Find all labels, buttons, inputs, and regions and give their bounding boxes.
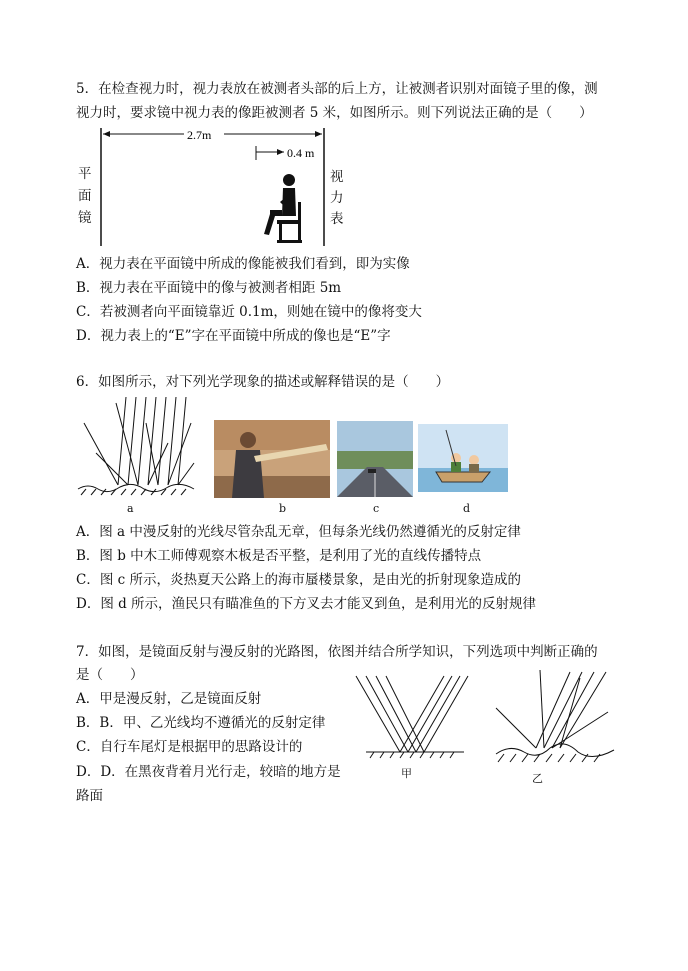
q6-stem: 6．如图所示，对下列光学现象的描述或解释错误的是（ ） bbox=[76, 374, 450, 390]
q6-option-d: D．图 d 所示，渔民只有瞄准鱼的下方叉去才能叉到鱼，是利用光的反射规律 bbox=[76, 596, 537, 612]
q6-figure-d bbox=[418, 424, 508, 492]
q7-option-d-cont: 路面 bbox=[76, 788, 103, 804]
q5-option-b: B．视力表在平面镜中的像与被测者相距 5m bbox=[76, 280, 342, 296]
q6-label-c: c bbox=[373, 502, 380, 515]
q6-option-c: C．图 c 所示，炎热夏天公路上的海市蜃楼景象，是由光的折射现象造成的 bbox=[76, 572, 521, 588]
q5-option-a: A．视力表在平面镜中所成的像能被我们看到，即为实像 bbox=[76, 256, 410, 272]
q7-figure-jia bbox=[352, 672, 478, 762]
q7-option-a: A．甲是漫反射，乙是镜面反射 bbox=[76, 691, 262, 707]
q7-label-jia: 甲 bbox=[401, 767, 412, 780]
mirror-label-2: 面 bbox=[78, 188, 92, 204]
q7-figure-yi bbox=[490, 668, 620, 766]
q7-option-c: C．自行车尾灯是根据甲的思路设计的 bbox=[76, 739, 303, 755]
q7-option-b: B．B．甲、乙光线均不遵循光的反射定律 bbox=[76, 715, 326, 731]
chart-label-2: 力 bbox=[330, 190, 344, 206]
q6-option-a: A．图 a 中漫反射的光线尽管杂乱无章，但每条光线仍然遵循光的反射定律 bbox=[76, 524, 521, 540]
chart-label-1: 视 bbox=[330, 169, 344, 185]
chart-label-3: 表 bbox=[330, 211, 344, 227]
q5-stem-line2: 视力时，要求镜中视力表的像距被测者 5 米，如图所示。则下列说法正确的是（ ） bbox=[76, 105, 593, 121]
q7-stem-line2: 是（ ） bbox=[76, 667, 144, 683]
q6-label-d: d bbox=[463, 502, 471, 515]
q5-dist-short: 0.4 m bbox=[287, 146, 315, 160]
q5-figure bbox=[74, 124, 354, 250]
person-icon bbox=[264, 174, 302, 243]
q6-option-b: B．图 b 中木工师傅观察木板是否平整，是利用了光的直线传播特点 bbox=[76, 548, 482, 564]
q6-label-b: b bbox=[279, 502, 287, 515]
q5-option-d: D．视力表上的“E”字在平面镜中所成的像也是“E”字 bbox=[76, 328, 391, 344]
q5-option-c: C．若被测者向平面镜靠近 0.1m，则她在镜中的像将变大 bbox=[76, 304, 422, 320]
q7-stem-line1: 7．如图，是镜面反射与漫反射的光路图，依图并结合所学知识，下列选项中判断正确的 bbox=[76, 644, 598, 660]
q7-label-yi: 乙 bbox=[532, 772, 543, 785]
q6-figure-b bbox=[214, 420, 330, 498]
q6-label-a: a bbox=[127, 502, 134, 515]
q5-dist-total: 2.7m bbox=[187, 128, 212, 142]
mirror-label-3: 镜 bbox=[78, 210, 92, 226]
q6-figure-c bbox=[337, 421, 413, 497]
q6-figure-a bbox=[76, 393, 198, 499]
mirror-label-1: 平 bbox=[78, 166, 92, 182]
q7-option-d: D．D．在黑夜背着月光行走，较暗的地方是 bbox=[76, 764, 341, 780]
q5-stem-line1: 5．在检查视力时，视力表放在被测者头部的后上方，让被测者识别对面镜子里的像，测 bbox=[76, 81, 598, 97]
